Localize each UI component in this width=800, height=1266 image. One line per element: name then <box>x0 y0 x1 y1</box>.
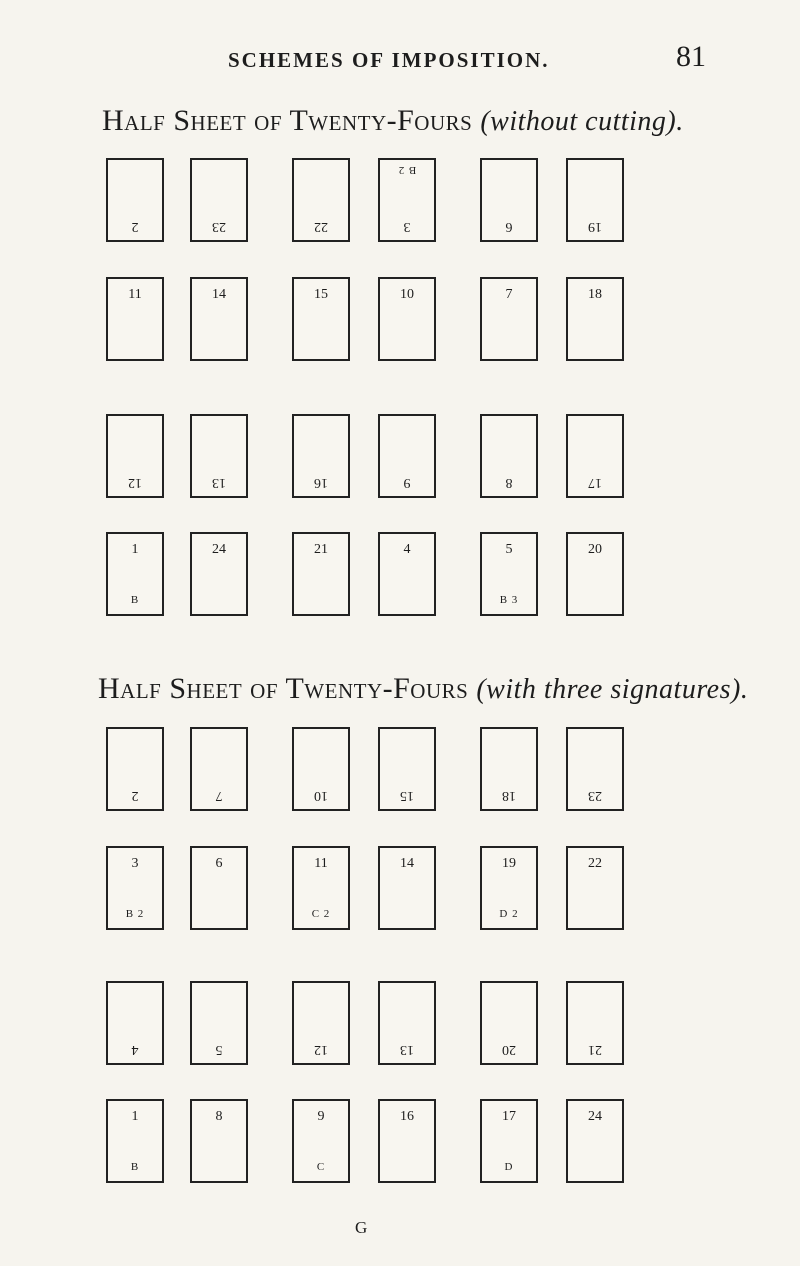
heading-note: (with three signatures). <box>476 674 749 705</box>
page-box <box>106 532 164 616</box>
page-number-label: 19 <box>502 856 516 871</box>
page-box <box>566 727 624 811</box>
page-number-label: 15 <box>400 788 414 803</box>
page-box <box>378 414 436 498</box>
page-number-label: 9 <box>403 475 411 490</box>
signature-label: D <box>504 1161 514 1173</box>
running-head <box>0 40 800 86</box>
page-box <box>292 158 350 242</box>
signature-label: D 2 <box>499 908 519 920</box>
page-box <box>566 532 624 616</box>
signature-label: B <box>130 594 140 606</box>
page-number-label: 11 <box>314 856 328 871</box>
page-box <box>292 846 350 930</box>
signature-label: C 2 <box>311 908 331 920</box>
page-box <box>292 727 350 811</box>
page-number-label: 8 <box>505 475 513 490</box>
page-number-label: 11 <box>128 287 142 302</box>
page-number-label: 14 <box>400 856 414 871</box>
page-box <box>190 277 248 361</box>
page-box <box>378 277 436 361</box>
section-heading-three-signatures <box>98 672 748 706</box>
page-number-label: 17 <box>588 475 602 490</box>
page-number-label: 1 <box>131 1109 139 1124</box>
section-heading-without-cutting <box>102 104 684 138</box>
page-box <box>378 727 436 811</box>
page-number-label: 19 <box>588 219 602 234</box>
page-box <box>480 532 538 616</box>
page-box <box>106 846 164 930</box>
page-box <box>106 414 164 498</box>
page-number-label: 23 <box>212 219 226 234</box>
page-box <box>292 414 350 498</box>
page-box <box>566 414 624 498</box>
page-box <box>106 1099 164 1183</box>
page-box <box>480 981 538 1065</box>
page-number-label: 4 <box>131 1042 139 1057</box>
page-box <box>190 158 248 242</box>
page-number-label: 23 <box>588 788 602 803</box>
page-number-label: 18 <box>588 287 602 302</box>
page-box <box>378 158 436 242</box>
page-box <box>190 981 248 1065</box>
page-box <box>106 158 164 242</box>
heading-title: Half Sheet of Twenty-Fours <box>102 104 473 137</box>
page-number-label: 13 <box>400 1042 414 1057</box>
page-number-label: 5 <box>215 1042 223 1057</box>
page-number-label: 12 <box>314 1042 328 1057</box>
page-box <box>292 277 350 361</box>
page-number-label: 22 <box>588 856 602 871</box>
page-number-label: 5 <box>505 542 513 557</box>
page-box <box>566 158 624 242</box>
page-box <box>480 846 538 930</box>
page-number-label: 10 <box>314 788 328 803</box>
page-box <box>106 981 164 1065</box>
page-box <box>480 277 538 361</box>
page-box <box>480 1099 538 1183</box>
page-number: 81 <box>676 40 706 73</box>
page-number-label: 7 <box>505 287 513 302</box>
page-number-label: 24 <box>588 1109 602 1124</box>
page-number-label: 24 <box>212 542 226 557</box>
page-number-label: 8 <box>215 1109 223 1124</box>
page-box <box>190 1099 248 1183</box>
running-title: SCHEMES OF IMPOSITION. <box>228 48 550 72</box>
page-number-label: 7 <box>215 788 223 803</box>
page-box <box>190 414 248 498</box>
page-number-label: 9 <box>317 1109 325 1124</box>
page-box <box>566 277 624 361</box>
page-number-label: 16 <box>314 475 328 490</box>
signature-label: B 3 <box>499 594 519 606</box>
page-number-label: 2 <box>131 219 139 234</box>
page-number-label: 12 <box>128 475 142 490</box>
page-box <box>566 981 624 1065</box>
page-number-label: 4 <box>403 542 411 557</box>
signature-label: C <box>316 1161 326 1173</box>
page-box <box>566 846 624 930</box>
page-box <box>378 1099 436 1183</box>
page-box <box>190 846 248 930</box>
page-box <box>378 846 436 930</box>
page-number-label: 10 <box>400 287 414 302</box>
page-number-label: 2 <box>131 788 139 803</box>
page-number-label: 3 <box>131 856 139 871</box>
page-box <box>292 981 350 1065</box>
page-box <box>190 727 248 811</box>
page-number-label: 18 <box>502 788 516 803</box>
page-box <box>480 414 538 498</box>
page-box <box>378 532 436 616</box>
heading-note: (without cutting). <box>480 106 684 137</box>
page-number-label: 13 <box>212 475 226 490</box>
page-box <box>480 158 538 242</box>
page-box <box>292 1099 350 1183</box>
page-number-label: 20 <box>588 542 602 557</box>
page-number-label: 16 <box>400 1109 414 1124</box>
signature-label: B 2 <box>125 908 145 920</box>
signature-label: B 2 <box>397 164 417 176</box>
page-box <box>292 532 350 616</box>
page-box <box>190 532 248 616</box>
page-number-label: 21 <box>588 1042 602 1057</box>
signature-label: B <box>130 1161 140 1173</box>
page-box <box>378 981 436 1065</box>
signature-mark: G <box>355 1218 368 1237</box>
page-box <box>480 727 538 811</box>
page-number-label: 22 <box>314 219 328 234</box>
page-number-label: 21 <box>314 542 328 557</box>
page-box <box>106 727 164 811</box>
page-number-label: 6 <box>505 219 513 234</box>
page-number-label: 1 <box>131 542 139 557</box>
page-number-label: 3 <box>403 219 411 234</box>
page-box <box>566 1099 624 1183</box>
page-box <box>106 277 164 361</box>
heading-title: Half Sheet of Twenty-Fours <box>98 672 469 705</box>
page-number-label: 20 <box>502 1042 516 1057</box>
page-number-label: 6 <box>215 856 223 871</box>
page-number-label: 17 <box>502 1109 516 1124</box>
page-number-label: 14 <box>212 287 226 302</box>
page-number-label: 15 <box>314 287 328 302</box>
